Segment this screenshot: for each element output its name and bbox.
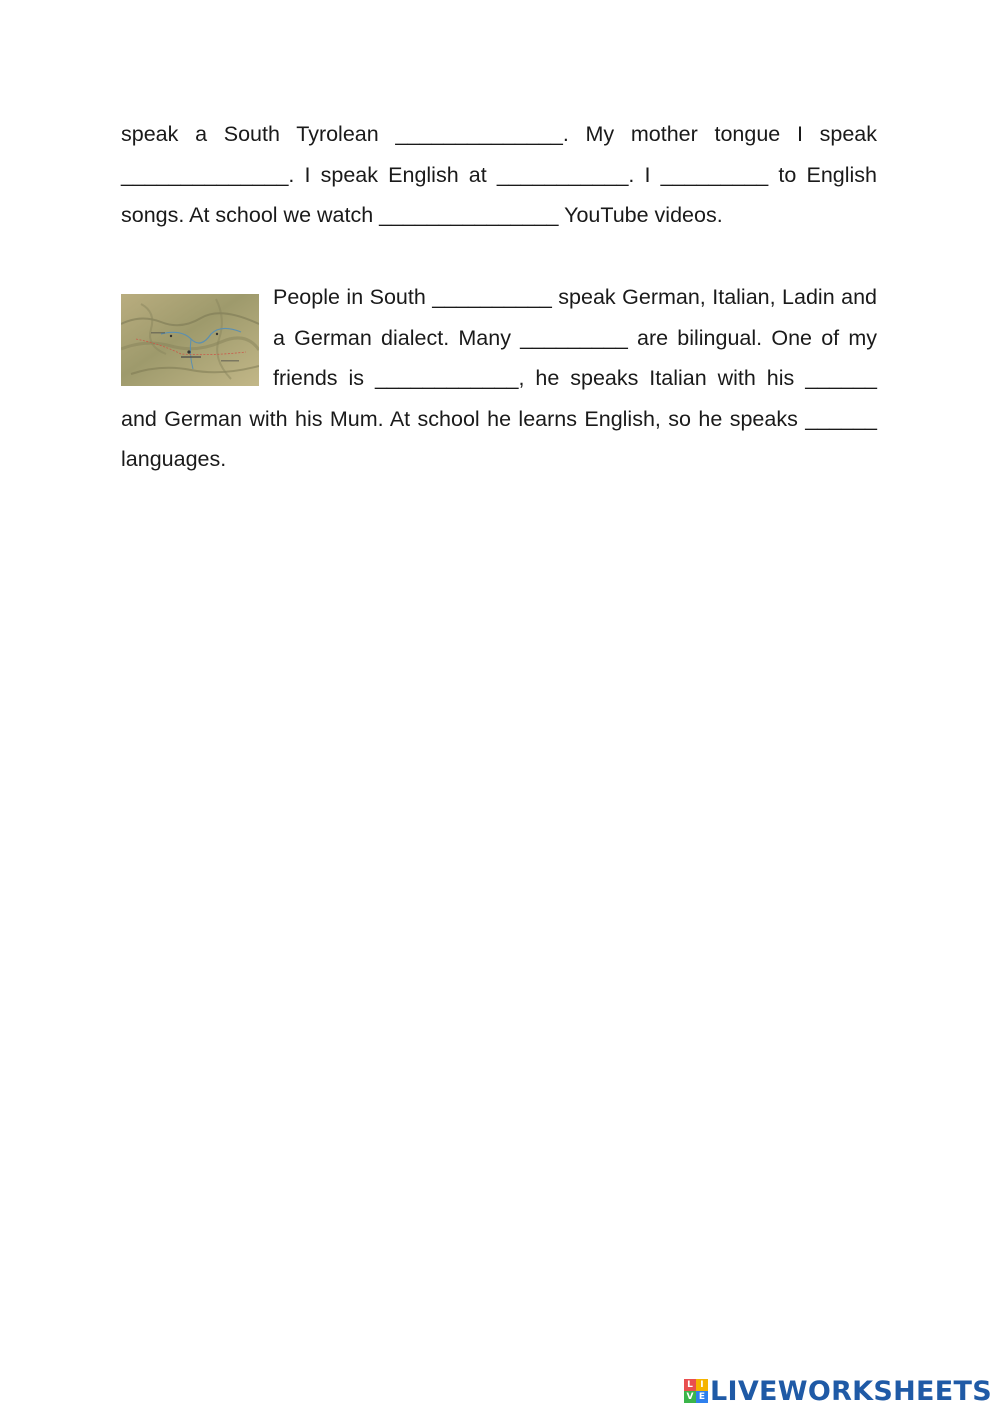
logo-letter-e: E: [696, 1391, 708, 1403]
liveworksheets-logo-icon: [684, 1379, 708, 1403]
paragraph-2-text: People in South __________ speak German, Italian, Ladin and a German dialect. Many _________ are bilingual. One of my friends is ____________, he speaks Italian with his ______ and German with his Mum. At school he learns English, so he speaks ______ languages.: [121, 285, 877, 471]
logo-letter-i: I: [696, 1379, 708, 1391]
paragraph-1: speak a South Tyrolean ______________. My mother tongue I speak ______________. I speak English at ___________. I _________ to English songs. At school we watch _______________ YouTube videos.: [121, 122, 877, 227]
logo-letter-v: V: [684, 1391, 696, 1403]
liveworksheets-logo-text: LIVEWORKSHEETS: [709, 1375, 992, 1407]
logo-letter-l: L: [684, 1379, 696, 1391]
map-image: [121, 294, 259, 386]
paragraph-2: [121, 277, 877, 480]
liveworksheets-logo: [684, 1373, 992, 1409]
